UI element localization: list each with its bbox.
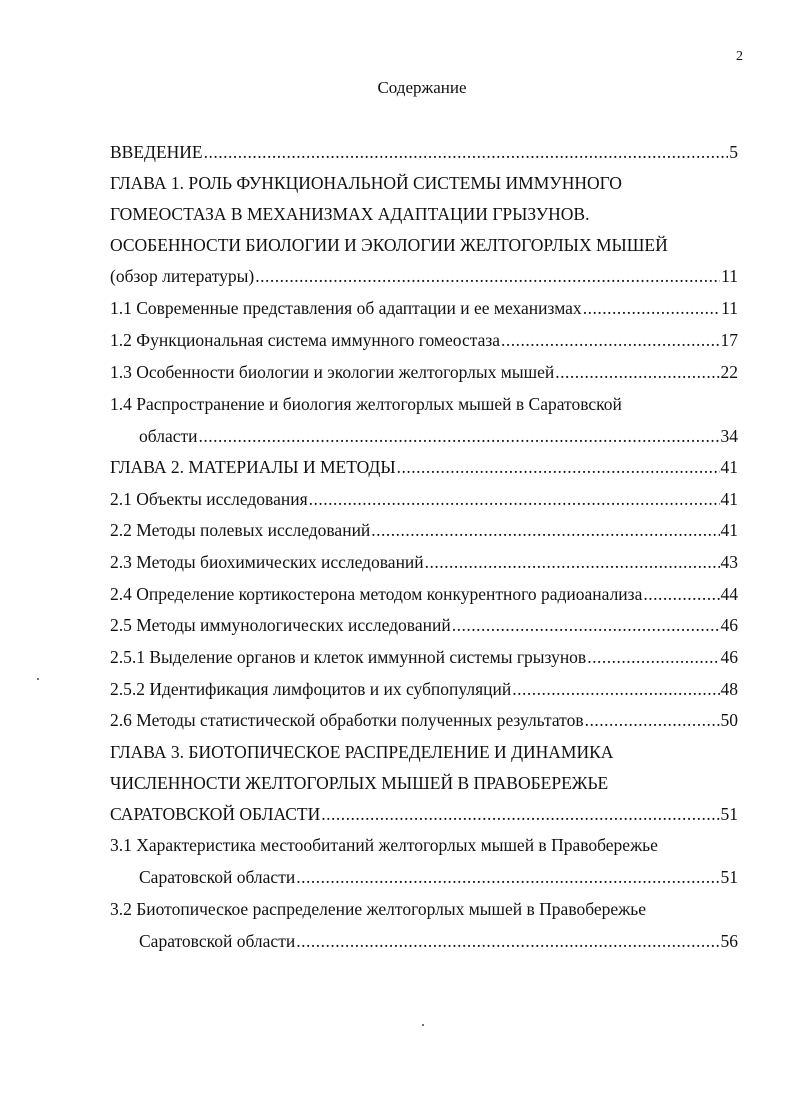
toc-chapter-2[interactable] <box>110 455 738 479</box>
toc-page-number: 22 <box>720 362 738 382</box>
toc-entry-1-4-line-1[interactable] <box>110 392 738 416</box>
toc-entry-1-2[interactable] <box>110 328 738 352</box>
toc-entry-3-1-line-2[interactable] <box>139 865 738 889</box>
toc-entry-text: ЧИСЛЕННОСТИ ЖЕЛТОГОРЛЫХ МЫШЕЙ В ПРАВОБЕРЕЖЬЕ <box>110 773 609 793</box>
toc-page-number: 11 <box>721 298 738 318</box>
toc-entry-text: области <box>139 426 198 446</box>
toc-page-number: 11 <box>721 266 738 286</box>
toc-entry-text: ОСОБЕННОСТИ БИОЛОГИИ И ЭКОЛОГИИ ЖЕЛТОГОРЛЫХ МЫШЕЙ <box>110 235 668 255</box>
toc-page-number: 51 <box>720 804 738 824</box>
leader-dots <box>501 328 719 352</box>
leader-dots <box>204 140 729 164</box>
scan-speck <box>37 678 39 680</box>
toc-entry-text: 1.4 Распространение и биология желтогорлых мышей в Саратовской <box>110 394 622 414</box>
leader-dots <box>512 677 719 701</box>
leader-dots <box>296 929 719 953</box>
leader-dots <box>199 424 720 448</box>
toc-page-number: 41 <box>720 457 738 477</box>
toc-entry-text: ГЛАВА 3. БИОТОПИЧЕСКОЕ РАСПРЕДЕЛЕНИЕ И ДИНАМИКА <box>110 742 614 762</box>
toc-entry-text: 3.2 Биотопическое распределение желтогорлых мышей в Правобережье <box>110 899 647 919</box>
toc-entry-2-3[interactable] <box>110 550 738 574</box>
toc-chapter-1-line-4[interactable] <box>110 264 738 288</box>
toc-page-number: 41 <box>720 520 738 540</box>
toc-entry-intro[interactable] <box>110 140 738 164</box>
toc-entry-text: 2.4 Определение кортикостерона методом конкурентного радиоанализа <box>110 584 643 604</box>
toc-entry-text: ВВЕДЕНИЕ <box>110 142 203 162</box>
toc-chapter-1-line-3[interactable] <box>110 233 750 257</box>
toc-entry-3-2-line-1[interactable] <box>110 897 738 921</box>
toc-chapter-3-line-1[interactable] <box>110 740 738 764</box>
toc-page-number: 46 <box>720 647 738 667</box>
toc-entry-2-2[interactable] <box>110 518 738 542</box>
leader-dots <box>452 613 720 637</box>
toc-entry-text: 2.6 Методы статистической обработки полученных результатов <box>110 710 584 730</box>
leader-dots <box>321 802 719 826</box>
toc-entry-text: 2.5.2 Идентификация лимфоцитов и их субпопуляций <box>110 679 512 699</box>
toc-entry-2-5[interactable] <box>110 613 738 637</box>
toc-entry-3-2-line-2[interactable] <box>139 929 738 953</box>
toc-entry-1-4-line-2[interactable] <box>139 424 738 448</box>
toc-entry-1-3[interactable] <box>110 360 738 384</box>
toc-chapter-1-line-1[interactable] <box>110 171 738 195</box>
toc-page-number: 51 <box>720 867 738 887</box>
toc-entry-2-5-2[interactable] <box>110 677 738 701</box>
leader-dots <box>255 264 720 288</box>
toc-entry-text: ГОМЕОСТАЗА В МЕХАНИЗМАХ АДАПТАЦИИ ГРЫЗУНОВ. <box>110 204 590 224</box>
toc-page-number: 50 <box>720 710 738 730</box>
toc-chapter-3-line-2[interactable] <box>110 771 738 795</box>
toc-page-number: 43 <box>720 552 738 572</box>
toc-entry-text: 2.5.1 Выделение органов и клеток иммунной системы грызунов <box>110 647 587 667</box>
toc-chapter-1-line-2[interactable] <box>110 202 738 226</box>
toc-entry-3-1-line-1[interactable] <box>110 833 738 857</box>
leader-dots <box>583 296 720 320</box>
toc-entry-text: ГЛАВА 1. РОЛЬ ФУНКЦИОНАЛЬНОЙ СИСТЕМЫ ИММУННОГО <box>110 173 622 193</box>
leader-dots <box>296 865 719 889</box>
toc-entry-text: 1.3 Особенности биологии и экологии желтогорлых мышей <box>110 362 555 382</box>
toc-page-number: 34 <box>720 426 738 446</box>
leader-dots <box>555 360 719 384</box>
toc-entry-text: 2.2 Методы полевых исследований <box>110 520 371 540</box>
toc-entry-text: 2.5 Методы иммунологических исследований <box>110 615 451 635</box>
toc-page-number: 48 <box>720 679 738 699</box>
toc-entry-2-4[interactable] <box>110 582 738 606</box>
toc-entry-text: 3.1 Характеристика местообитаний желтогорлых мышей в Правобережье <box>110 835 658 855</box>
leader-dots <box>643 582 719 606</box>
toc-chapter-3-line-3[interactable] <box>110 802 738 826</box>
toc-entry-text: 1.2 Функциональная система иммунного гомеостаза <box>110 330 501 350</box>
toc-entry-text: (обзор литературы) <box>110 266 255 286</box>
toc-entry-2-6[interactable] <box>110 708 738 732</box>
toc-entry-text: 1.1 Современные представления об адаптации и ее механизмах <box>110 298 582 318</box>
toc-entry-2-5-1[interactable] <box>110 645 738 669</box>
leader-dots <box>371 518 719 542</box>
toc-page-number: 46 <box>720 615 738 635</box>
toc-entry-text: 2.3 Методы биохимических исследований <box>110 552 424 572</box>
leader-dots <box>309 487 720 511</box>
toc-page-number: 41 <box>720 489 738 509</box>
toc-page-number: 56 <box>720 931 738 951</box>
toc-entry-2-1[interactable] <box>110 487 738 511</box>
scan-speck <box>422 1024 424 1026</box>
toc-entry-text: ГЛАВА 2. МАТЕРИАЛЫ И МЕТОДЫ <box>110 457 396 477</box>
toc-entry-1-1[interactable] <box>110 296 738 320</box>
toc-title: Содержание <box>377 78 467 97</box>
toc-entry-text: Саратовской области <box>139 867 296 887</box>
leader-dots <box>397 455 720 479</box>
toc-page-number: 5 <box>729 142 738 162</box>
toc-page-number: 17 <box>720 330 738 350</box>
toc-entry-text: 2.1 Объекты исследования <box>110 489 308 509</box>
leader-dots <box>425 550 720 574</box>
toc-page-number: 44 <box>720 584 738 604</box>
toc-entry-text: САРАТОВСКОЙ ОБЛАСТИ <box>110 804 321 824</box>
leader-dots <box>585 708 720 732</box>
page-number: 2 <box>736 49 743 64</box>
leader-dots <box>587 645 719 669</box>
toc-entry-text: Саратовской области <box>139 931 296 951</box>
